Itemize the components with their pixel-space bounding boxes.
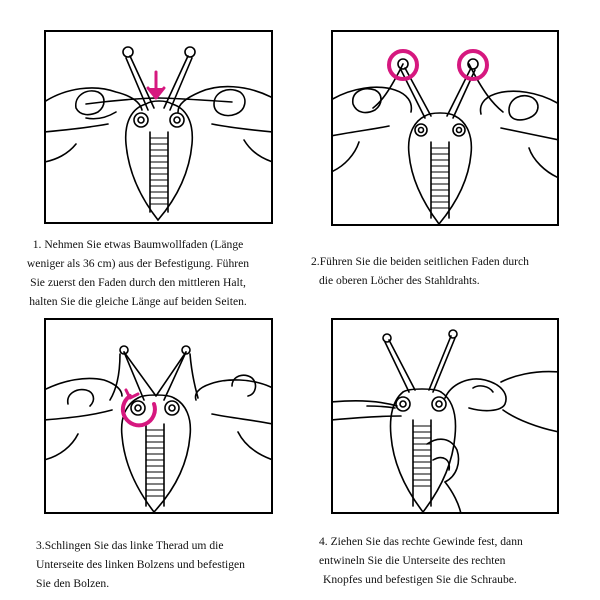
caption-line: Sie den Bolzen. (36, 577, 110, 590)
step-2-illustration-panel (331, 30, 559, 226)
caption-line: Knopfes und befestigen Sie die Schraube. (323, 573, 517, 586)
step-4-illustration (333, 320, 557, 512)
caption-line: 2.Führen Sie die beiden seitlichen Faden durch (311, 255, 529, 268)
step-1-illustration (46, 32, 271, 222)
caption-line: die oberen Löcher des Stahldrahts. (319, 274, 480, 287)
step-2-caption (311, 252, 595, 290)
step-1-illustration-panel (44, 30, 273, 224)
caption-line: halten Sie die gleiche Länge auf beiden Seiten. (29, 295, 247, 308)
caption-line: 3.Schlingen Sie das linke Therad um die (36, 539, 224, 552)
step-1-caption (8, 235, 268, 311)
caption-line: 4. Ziehen Sie das rechte Gewinde fest, dann (319, 535, 523, 548)
step-4-illustration-panel (331, 318, 559, 514)
step-2-illustration (333, 32, 557, 224)
step-3-illustration-panel (44, 318, 273, 514)
step-4-caption (319, 532, 599, 589)
caption-line: 1. Nehmen Sie etwas Baumwollfaden (Länge (32, 238, 244, 251)
step-3-caption (36, 536, 296, 593)
down-arrow-icon (148, 72, 164, 98)
caption-line: Sie zuerst den Faden durch den mittleren Halt, (30, 276, 246, 289)
caption-line: Unterseite des linken Bolzens und befestigen (36, 558, 245, 571)
caption-line: entwineln Sie die Unterseite des rechten (319, 554, 506, 567)
step-3-illustration (46, 320, 271, 512)
caption-line: weniger als 36 cm) aus der Befestigung. Führen (26, 257, 250, 270)
